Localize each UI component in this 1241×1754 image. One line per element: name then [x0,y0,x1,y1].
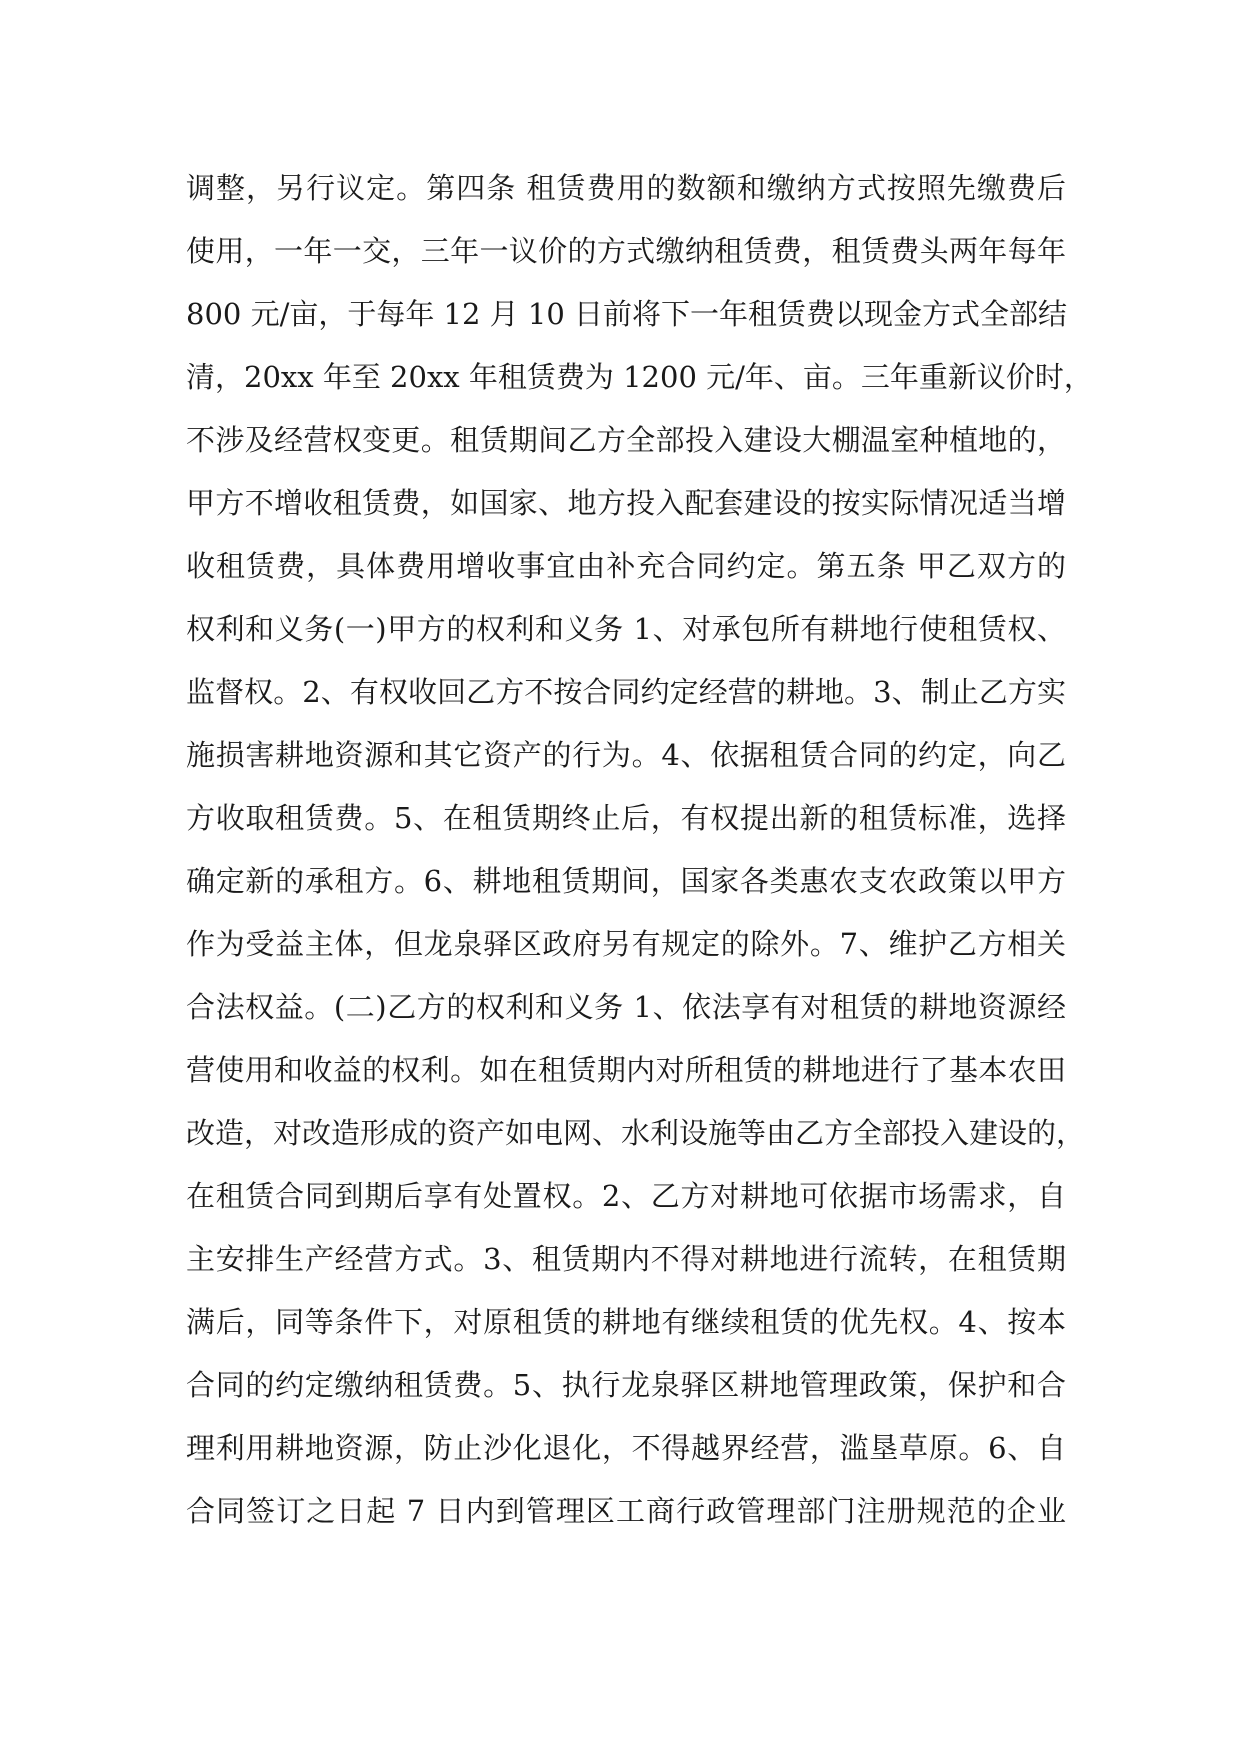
text-line-21: 理利用耕地资源，防止沙化退化，不得越界经营，滥垦草原。6、自 [186,1431,1066,1465]
text-line-13: 作为受益主体，但龙泉驿区政府另有规定的除外。7、维护乙方相关 [186,927,1066,961]
text-line-15: 营使用和收益的权利。如在租赁期内对所租赁的耕地进行了基本农田 [186,1053,1066,1087]
text-line-20: 合同的约定缴纳租赁费。5、执行龙泉驿区耕地管理政策，保护和合 [186,1368,1066,1402]
text-line-17: 在租赁合同到期后享有处置权。2、乙方对耕地可依据市场需求，自 [186,1179,1066,1213]
text-line-14: 合法权益。(二)乙方的权利和义务 1、依法享有对租赁的耕地资源经 [186,990,1066,1024]
contract-body-text [186,157,1093,1543]
text-line-2: 使用，一年一交，三年一议价的方式缴纳租赁费，租赁费头两年每年 [186,234,1066,268]
text-line-8: 权利和义务(一)甲方的权利和义务 1、对承包所有耕地行使租赁权、 [186,612,1066,646]
text-line-12: 确定新的承租方。6、耕地租赁期间，国家各类惠农支农政策以甲方 [186,864,1066,898]
text-line-5: 不涉及经营权变更。租赁期间乙方全部投入建设大棚温室种植地的， [186,423,1066,457]
text-line-16: 改造，对改造形成的资产如电网、水利设施等由乙方全部投入建设的， [186,1116,1086,1150]
text-line-18: 主安排生产经营方式。3、租赁期内不得对耕地进行流转，在租赁期 [186,1242,1066,1276]
text-line-11: 方收取租赁费。5、在租赁期终止后，有权提出新的租赁标准，选择 [186,801,1066,835]
text-line-10: 施损害耕地资源和其它资产的行为。4、依据租赁合同的约定，向乙 [186,738,1066,772]
text-line-3: 800 元/亩，于每年 12 月 10 日前将下一年租赁费以现金方式全部结 [186,297,1068,331]
text-line-7: 收租赁费，具体费用增收事宜由补充合同约定。第五条 甲乙双方的 [186,549,1066,583]
text-line-9: 监督权。2、有权收回乙方不按合同约定经营的耕地。3、制止乙方实 [186,675,1066,709]
text-line-4: 清，20xx 年至 20xx 年租赁费为 1200 元/年、亩。三年重新议价时， [186,360,1093,394]
text-line-19: 满后，同等条件下，对原租赁的耕地有继续租赁的优先权。4、按本 [186,1305,1066,1339]
text-line-1: 调整，另行议定。第四条 租赁费用的数额和缴纳方式按照先缴费后 [186,171,1066,205]
text-line-22: 合同签订之日起 7 日内到管理区工商行政管理部门注册规范的企业 [186,1494,1066,1528]
text-line-6: 甲方不增收租赁费，如国家、地方投入配套建设的按实际情况适当增 [186,486,1066,520]
